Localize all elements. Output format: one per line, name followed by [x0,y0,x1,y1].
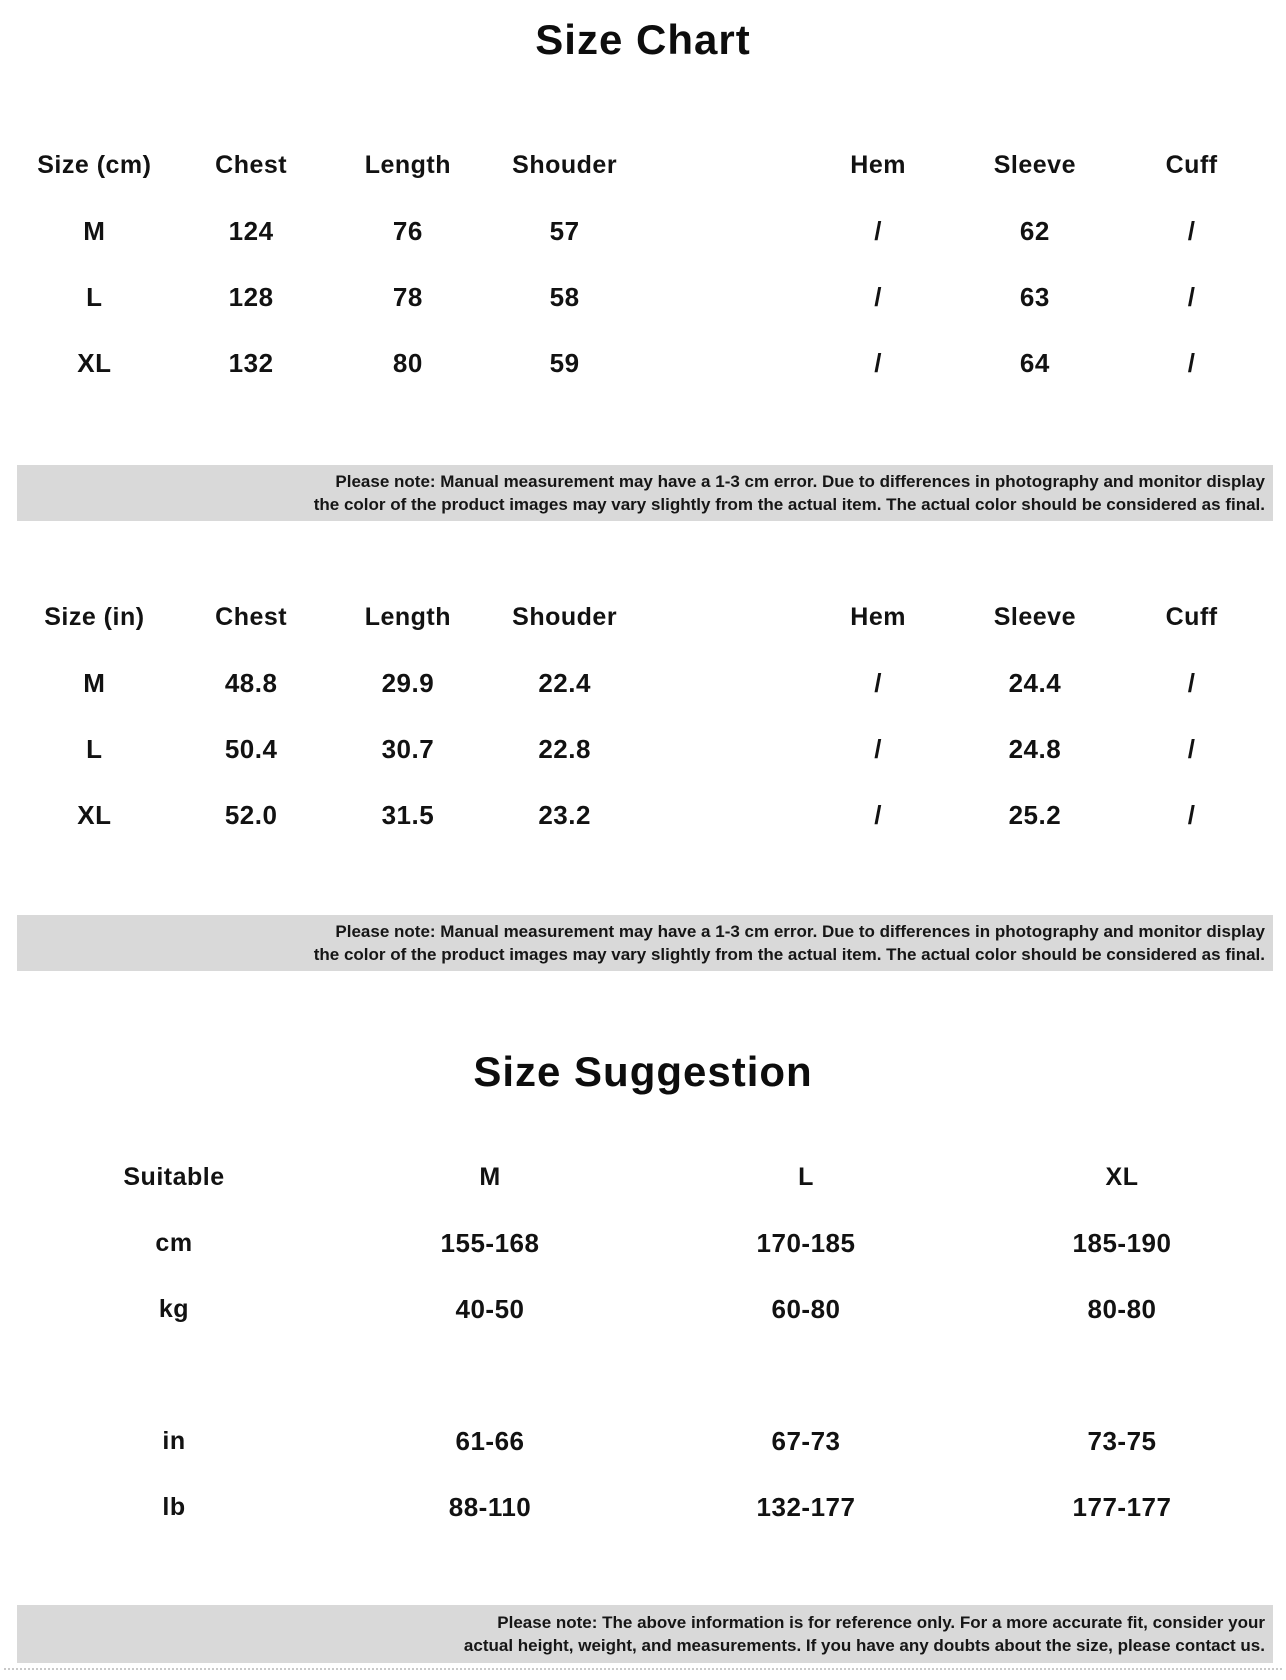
table-header-row [16,584,1270,650]
table-header-row [16,132,1270,198]
value-cell: 22.4 [538,667,591,698]
table-row-m-in [16,650,1270,716]
unit-label-cell: cm [155,1228,193,1257]
value-cell: / [1187,733,1196,764]
table-row-xl-cm [16,330,1270,396]
col-header-shouder: Shouder [512,602,618,631]
unit-label-cell: kg [158,1294,190,1323]
value-cell: 88-110 [448,1491,532,1522]
value-cell: / [1187,667,1196,698]
note-line: Please note: The above information is for reference only. For a more accurate fit, consider your [497,1613,1265,1632]
dotted-divider [4,1668,1282,1670]
value-cell: 76 [392,215,423,246]
note-line: the color of the product images may vary slightly from the actual item. The actual color should be considered as final. [313,945,1265,964]
value-cell: 132 [228,347,274,378]
col-header-cuff: Cuff [1165,602,1218,631]
size-label-cell: L [86,733,103,764]
value-cell: 23.2 [538,799,591,830]
value-cell: / [874,347,882,378]
value-cell: 78 [392,281,423,312]
value-cell: 24.8 [1008,733,1062,764]
value-cell: / [874,733,882,764]
measurement-note-in [17,915,1273,971]
value-cell: 50.4 [224,733,278,764]
value-cell: 67-73 [771,1425,841,1456]
value-cell: 80 [392,347,423,378]
value-cell: / [1187,215,1196,246]
value-cell: / [874,215,882,246]
page-title: Size Chart [535,16,751,63]
suggestion-row-empty [16,1342,1280,1408]
value-cell: 177-177 [1072,1491,1172,1522]
value-cell: 30.7 [381,733,435,764]
size-table-cm [0,132,1286,396]
table-header-row [16,1144,1280,1210]
value-cell: 64 [1019,347,1050,378]
value-cell: / [874,667,882,698]
note-line: Please note: Manual measurement may have a 1-3 cm error. Due to differences in photography and monitor display [335,472,1265,491]
unit-label-cell: lb [162,1492,186,1521]
value-cell: 62 [1019,215,1050,246]
col-header-cuff: Cuff [1165,150,1218,179]
value-cell: 132-177 [756,1491,856,1522]
value-cell: / [1187,347,1196,378]
value-cell: 60-80 [771,1293,841,1324]
col-header-suitable: Suitable [123,1162,225,1191]
note-line: actual height, weight, and measurements. If you have any doubts about the size, please contact us. [463,1636,1265,1655]
value-cell: / [1187,281,1196,312]
value-cell: 24.4 [1008,667,1062,698]
col-header-length: Length [364,150,452,179]
size-label-cell: XL [77,799,112,830]
table-row-xl-in [16,782,1270,848]
size-label-cell: M [83,215,106,246]
value-cell: 73-75 [1087,1425,1157,1456]
reference-note [17,1605,1273,1663]
suggestion-row-in [16,1408,1280,1474]
col-header-shouder: Shouder [512,150,618,179]
size-table-in [0,584,1286,848]
value-cell: 52.0 [224,799,278,830]
value-cell: 170-185 [756,1227,856,1258]
value-cell: 57 [549,215,580,246]
col-header-xl: XL [1105,1162,1139,1191]
value-cell: 128 [228,281,274,312]
col-header-chest: Chest [215,602,288,631]
size-label-cell: M [83,667,106,698]
col-header-size-in: Size (in) [44,602,145,631]
value-cell: 48.8 [224,667,278,698]
col-header-hem: Hem [850,150,906,179]
value-cell: 29.9 [381,667,435,698]
col-header-sleeve: Sleeve [993,150,1076,179]
value-cell: / [874,281,882,312]
value-cell: 155-168 [440,1227,540,1258]
unit-label-cell: in [162,1426,186,1455]
value-cell: 25.2 [1008,799,1062,830]
size-label-cell: XL [77,347,112,378]
value-cell: / [874,799,882,830]
suggestion-row-cm [16,1210,1280,1276]
suggestion-row-lb [16,1474,1280,1540]
value-cell: 58 [549,281,580,312]
table-row-l-in [16,716,1270,782]
suggestion-row-kg [16,1276,1280,1342]
value-cell: 185-190 [1072,1227,1172,1258]
table-row-l-cm [16,264,1270,330]
note-line: the color of the product images may vary slightly from the actual item. The actual color should be considered as final. [313,495,1265,514]
value-cell: / [1187,799,1196,830]
col-header-size-cm: Size (cm) [37,150,152,179]
value-cell: 61-66 [455,1425,525,1456]
col-header-l: L [798,1162,814,1191]
value-cell: 22.8 [538,733,591,764]
measurement-note-cm [17,465,1273,521]
value-cell: 124 [228,215,274,246]
col-header-m: M [479,1162,501,1191]
col-header-length: Length [364,602,452,631]
size-suggestion-title: Size Suggestion [473,1048,813,1095]
col-header-sleeve: Sleeve [993,602,1076,631]
value-cell: 31.5 [381,799,435,830]
size-label-cell: L [86,281,103,312]
value-cell: 40-50 [455,1293,525,1324]
value-cell: 63 [1019,281,1050,312]
value-cell: 59 [549,347,580,378]
note-line: Please note: Manual measurement may have a 1-3 cm error. Due to differences in photography and monitor display [335,922,1265,941]
table-row-m-cm [16,198,1270,264]
col-header-chest: Chest [215,150,288,179]
value-cell: 80-80 [1087,1293,1157,1324]
col-header-hem: Hem [850,602,906,631]
size-suggestion-table [0,1144,1286,1540]
